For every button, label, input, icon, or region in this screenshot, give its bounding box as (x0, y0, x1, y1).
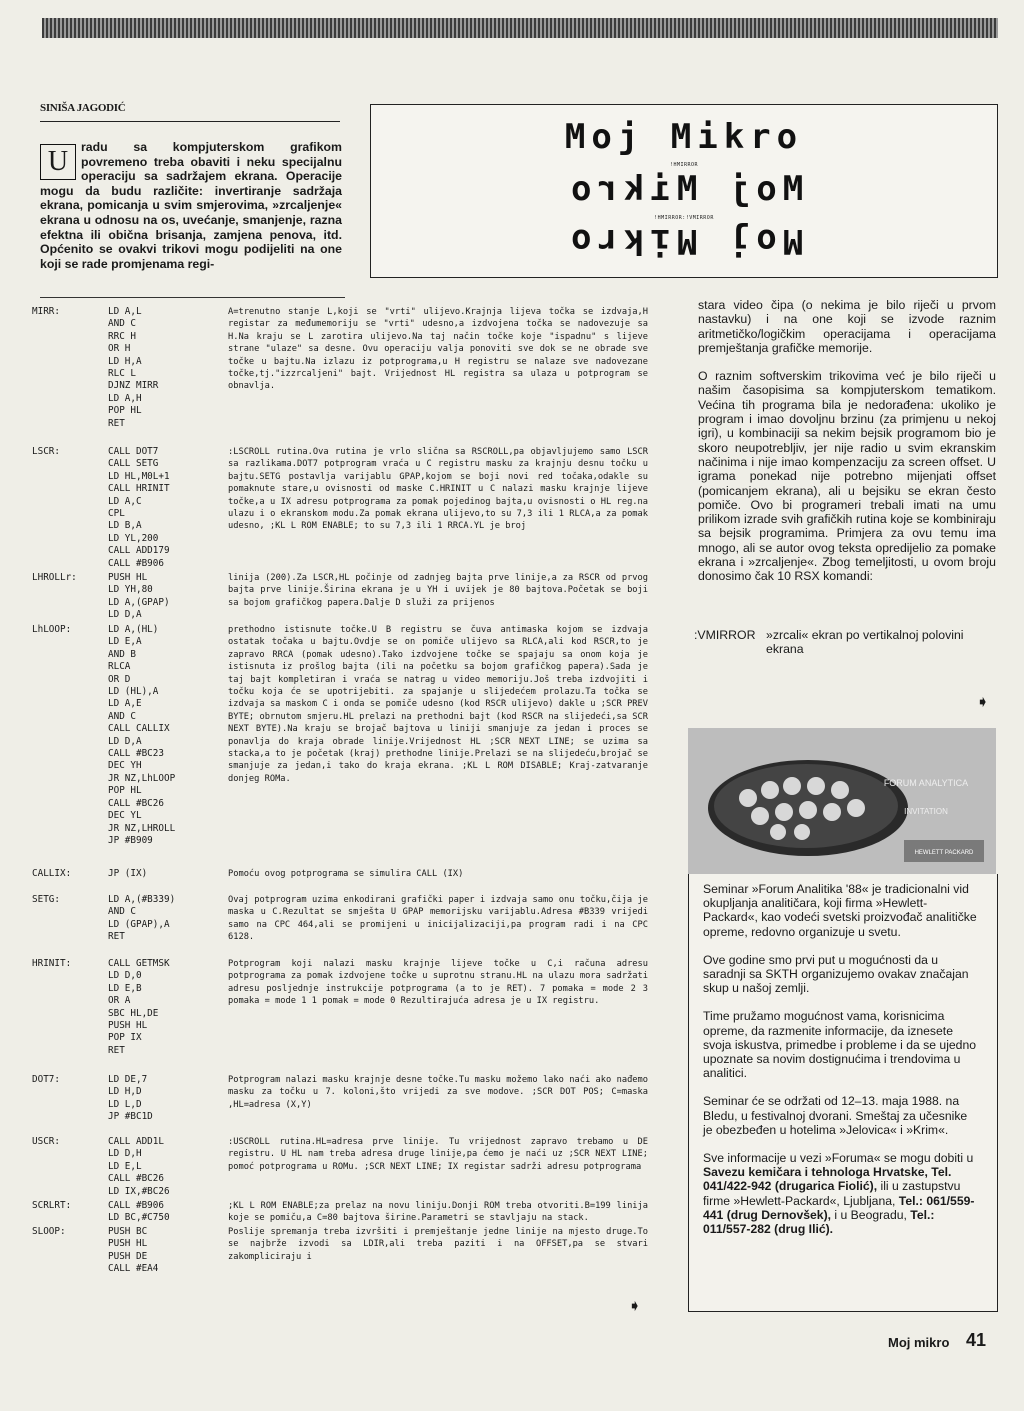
svg-text:INVITATION: INVITATION (904, 807, 948, 816)
forum-paragraph: Seminar će se održati od 12–13. maja 1988. na Bledu, u festivalnoj dvorani. Smeštaj za učesnike je obezbeđen u hotelima »Jelovica« i »Krim«. (703, 1094, 968, 1137)
top-decorative-bar (42, 18, 998, 38)
intro-paragraph (40, 140, 342, 271)
continue-arrow-icon: ➧ (628, 1298, 642, 1315)
banner-line-normal: Moj Mikro (564, 117, 804, 157)
code-comment: Ovaj potprogram uzima enkodirani grafički paper i izdvaja samo onu točku,čija je maska u C.Rezultat se smješta U GPAP memorijsku varijablu.Adresa #B339 vrijedi samo na CPC 464,ali se promijeni u inicijalizaciji,pa program radi i na CPC 6128. (228, 895, 648, 943)
continue-arrow-icon: ➧ (976, 694, 990, 711)
code-instructions: LD DE,7 LD H,D LD L,D JP #BC1D (108, 1074, 153, 1123)
forum-announcement (688, 874, 998, 1312)
page-number: 41 (966, 1330, 987, 1350)
code-instructions: LD A,L AND C RRC H OR H LD H,A RLC L DJNZ MIRR LD A,H POP HL RET (108, 306, 159, 429)
magazine-title: Moj mikro (888, 1335, 950, 1350)
author-name: SINIŠA JAGODIĆ (40, 102, 126, 114)
code-comment: Poslije spremanja treba izvršiti i premještanje jedne linije na mjesto druge.To se najbrže izvodi sa LDIR,ali treba paziti i na OFFSET,pa se stvari zakompliciraju i (228, 1227, 648, 1262)
code-instructions: LD A,(HL) LD E,A AND B RLCA OR D LD (HL),A LD A,E AND C CALL CALLIX LD D,A CALL #BC23 DEC YH JR NZ,LhLOOP POP HL CALL #BC26 DEC YL JR NZ,LHROLL JP #B909 (108, 624, 176, 846)
code-label: LhLOOP: (32, 624, 72, 635)
mirror-demo-banner (370, 104, 998, 278)
right-paragraph: stara video čipa (o nekima je bilo riječi u prvom nastavku) i na one koji se izvode raznim aritmetičko/logičkim operacijama i operacijama premještanja grafičke memorije. (698, 298, 996, 355)
intro-text: radu sa kompjuterskom grafikom povremeno treba obaviti i neku specijalnu operaciju sa sadržajem ekrana. Operacije mogu da budu različite: invertiranje sadržaja ekrana, pomicanja u svim smjerovima, »zrcaljenje« ekrana u odnosu na os, uvećanje, smanjenje, razna efektna ili obična brisanja, zamjena penova, itd. Općenito se ovakvi trikovi mogu podijeliti na one koji se rade promjenama regi- (40, 140, 342, 271)
author-divider (40, 121, 340, 122)
banner-line-hmirror: Moj Mikro (564, 169, 804, 209)
forum-paragraph: Seminar »Forum Analitika '88« je tradicionalni vid okupljanja analitičara, koji firma »Hewlett-Packard«, kao vodeći svetski proizvođač analitičke opreme, redovno organizuje u svetu. (703, 882, 977, 939)
code-comment: prethodno istisnute točke.U B registru se čuva antimaska kojom se izdvaja ostatak točaka u bajtu.Ovdje se on pomiče ulijevo sa RLCA,ali kod RSCR,to je zapravo RRCA (pomak udesno).Tako izdvojene točke se spajaju sa onom koja je istisnuta iz prošlog bajta (ili na početku sa bojom grafičkog papera).Sada je taj bajt kompletiran i vraća se natrag u video memoriju.Još treba izdvojiti i točku koja će se upotrijebiti. za spajanje u slijedećem prolazu.Ta točka se izdvaja sa maskom C i onda se pomiče udesno (kod RSCR ulijevo) dakle u ;SCR PREV BYTE; obrnutom smjeru.HL prelazi na prethodni bajt (kod RSCR na slijedeći,sa SCR NEXT BYTE).Na kraju se brojač bajtova u liniji smanjuje za jedan i proces se ponavlja do kraja obrade linije.Vrijednost HL ;SCR NEXT LINE; se uzima sa stacka,a to je početak (kraj) prethodne linije.Prelazi se na slijedeću,brojač se smanjuje za jedan,i tako do kraja ekrana. ;KL L ROM DISABLE; Kraj-zatvaranje donjeg ROMa. (228, 625, 648, 784)
code-label: CALLIX: (32, 868, 72, 879)
forum-paragraph: Ove godine smo prvi put u mogućnosti da u saradnji sa SKTH organizujemo ovakav značajan skup u našoj zemlji. (703, 952, 969, 996)
code-instructions: LD A,(#B339) AND C LD (GPAP),A RET (108, 894, 176, 943)
article-right-column (698, 298, 996, 598)
code-label: HRINIT: (32, 958, 72, 969)
code-instructions: CALL DOT7 CALL SETG LD HL,M0L+1 CALL HRINIT LD A,C CPL LD B,A LD YL,200 CALL ADD179 CALL #B906 (108, 446, 170, 569)
code-comment: A=trenutno stanje L,koji se "vrti" ulijevo.Krajnja lijeva točka se izdvaja,H registar za međumemoriju se "vrti" udesno,a izdvojena točka se nadovezuje sa H.Na kraju se L zarotira ulijevo.Na taj način točke koje "ispadnu" s lijeve strane "ulaze" sa desne. Ovu operaciju valja ponoviti sve dok se ne obrade sve točke u bajtu.Na izlazu iz potprograma,u H registru se nalaze sve nadovezane točke,tj."izzrcaljeni" bajt. Vrijednost HL registra sa ulaza u potprogram se obnavlja. (228, 307, 648, 392)
code-label: SETG: (32, 894, 60, 905)
code-comment: :LSCROLL rutina.Ova rutina je vrlo slična sa RSCROLL,pa objavljujemo samo LSCR sa razlikama.DOT7 potprogram vraća u C registru masku za krajnju desnu točku u bajtu.SETG postavlja varijablu GPAP,kojom se boji novi red točaka,odakle su pomaknute stare,u ovisnosti od maske C.HRINIT u C nalazi masku krajnje lijeve točke,a u IX adresu potprograma za pomak pojedinog bajta,u ovisnosti o HL reg.na ulazu i o ekranskom modu.Za pomak ekrana ulijevo,to su 7,3 ili 1 RLCA,a za pomak udesno, ;KL L ROM ENABLE; to su 7,3 ili 1 RRCA.YL je broj (228, 447, 648, 532)
banner-caption-hvmirror: !HMIRROR:!VMIRROR (654, 215, 714, 221)
code-label: USCR: (32, 1136, 60, 1147)
code-label: DOT7: (32, 1074, 60, 1085)
code-comment: Potprogram koji nalazi masku krajnje lijeve točke u C,i računa adresu potprograma za pomak izdvojene točke u suprotnu stranu.HL na ulazu mora sadržati adresu posljednje instrukcije potprograma (a to je RET). 7 pomaka = mode 2 3 pomaka = mode 1 1 pomak = mode 0 Rezultirajuća adresa je u IX registru. (228, 959, 648, 1007)
forum-paragraph: Time pružamo mogućnost vama, korisnicima opreme, da razmenite informacije, da iznesete svoja iskustva, primedbe i probleme i da se ujedno upoznate sa novim dostignućima i trendovima u analitici. (703, 1009, 977, 1081)
code-instructions: CALL GETMSK LD D,0 LD E,B OR A SBC HL,DE PUSH HL POP IX RET (108, 958, 170, 1056)
banner-caption-hmirror: !HMIRROR (669, 162, 699, 168)
code-label: MIRR: (32, 306, 60, 317)
code-label: LHROLLr: (32, 572, 77, 583)
forum-photo (688, 728, 996, 874)
code-instructions: CALL #B906 LD BC,#C750 (108, 1200, 170, 1224)
svg-text:HEWLETT PACKARD: HEWLETT PACKARD (914, 850, 974, 856)
code-comment: :USCROLL rutina.HL=adresa prve linije. Tu vrijednost zapravo trebamo u DE registru. U HL nam treba adresa druge linije,pa ćemo je naći uz ;SCR NEXT LINE; pomoć potprograma u ROMu. ;SCR NEXT LINE; IX registar sadrži adresu potprograma (228, 1137, 648, 1172)
code-comment: linija (200).Za LSCR,HL počinje od zadnjeg bajta prve linije,a za RSCR od prvog bajta prve linije.Širina ekrana je u YH i uvijek je 80 bajtova.Početak se boji sa bojom grafičkog papera.Dalje D služi za prijenos (228, 573, 648, 608)
code-comment: Potprogram nalazi masku krajnje desne točke.Tu masku možemo lako naći ako nađemo masku za točku u 7. koloni,što vrijedi za sve modove. ;SCR DOT POS; C=maska ,HL=adresa (X,Y) (228, 1075, 648, 1110)
code-instructions: JP (IX) (108, 868, 148, 879)
forum-contact-paragraph: Sve informacije u vezi »Foruma« se mogu dobiti u Savezu kemičara i tehnologa Hrvatske, Tel. 041/422-942 (drugarica Fiolić), ili u zastupstvu firme »Hewlett-Packard«, Ljubljana, Tel.: 061/559-441 (drug Dernovšek), i u Beogradu, Tel.: 011/557-282 (drug Ilić). (703, 1151, 975, 1237)
intro-divider (40, 297, 345, 298)
banner-line-hvmirror: Moj Mikro (564, 221, 804, 261)
code-instructions: PUSH BC PUSH HL PUSH DE CALL #EA4 (108, 1226, 159, 1275)
code-instructions: CALL ADD1L LD D,H LD E,L CALL #BC26 LD IX,#BC26 (108, 1136, 170, 1197)
code-label: SCRLRT: (32, 1200, 72, 1211)
forum-palette-image (688, 728, 996, 874)
code-instructions: PUSH HL LD YH,80 LD A,(GPAP) LD D,A (108, 572, 170, 621)
dropcap: U (40, 144, 76, 180)
code-comment: Pomoću ovog potprograma se simulira CALL (IX) (228, 869, 464, 879)
vmirror-desc: »zrcali« ekran po vertikalnoj polovini ekrana (766, 628, 964, 657)
vmirror-command (694, 628, 994, 657)
svg-text:FORUM ANALYTICA: FORUM ANALYTICA (883, 778, 969, 788)
code-label: SLOOP: (32, 1226, 66, 1237)
vmirror-key: :VMIRROR (694, 628, 756, 642)
code-comment: ;KL L ROM ENABLE;za prelaz na novu liniju.Donji ROM treba otvoriti.B=199 linija koje se pomiču,a C=80 bajtova širine.Parametri se stavljaju na stack. (228, 1201, 648, 1224)
right-paragraph: O raznim softverskim trikovima već je bilo riječi u našim časopisima sa kompjuterskom tematikom. Većina tih programa bila je nedorađena: ukoliko je program i imao dovoljnu brzinu (za primjenu u nekoj igri), u kombinaciji sa nekim bejsik programom bio je skoro neupotrebljiv, jer nije radio u svim ekranskim načinima i nije imao kompenzaciju za screen offset. U igrama ponekad nije potrebno mijenjati offset (pomicanjem ekrana), ali u bejsiku se ekran često pomiče. Ovo bi programeri trebali imati na umu prilikom izrade svih grafičkih rutina koje se kombiniraju sa bejsik programima. Primjera za ovu temu ima mnogo, ali se autor ovog teksta opredijelio za pomake ekrana i »zrcaljenje«. Zbog temeljitosti, u ovom broju donosimo čak 10 RSX komandi: (698, 369, 996, 584)
code-label: LSCR: (32, 446, 60, 457)
